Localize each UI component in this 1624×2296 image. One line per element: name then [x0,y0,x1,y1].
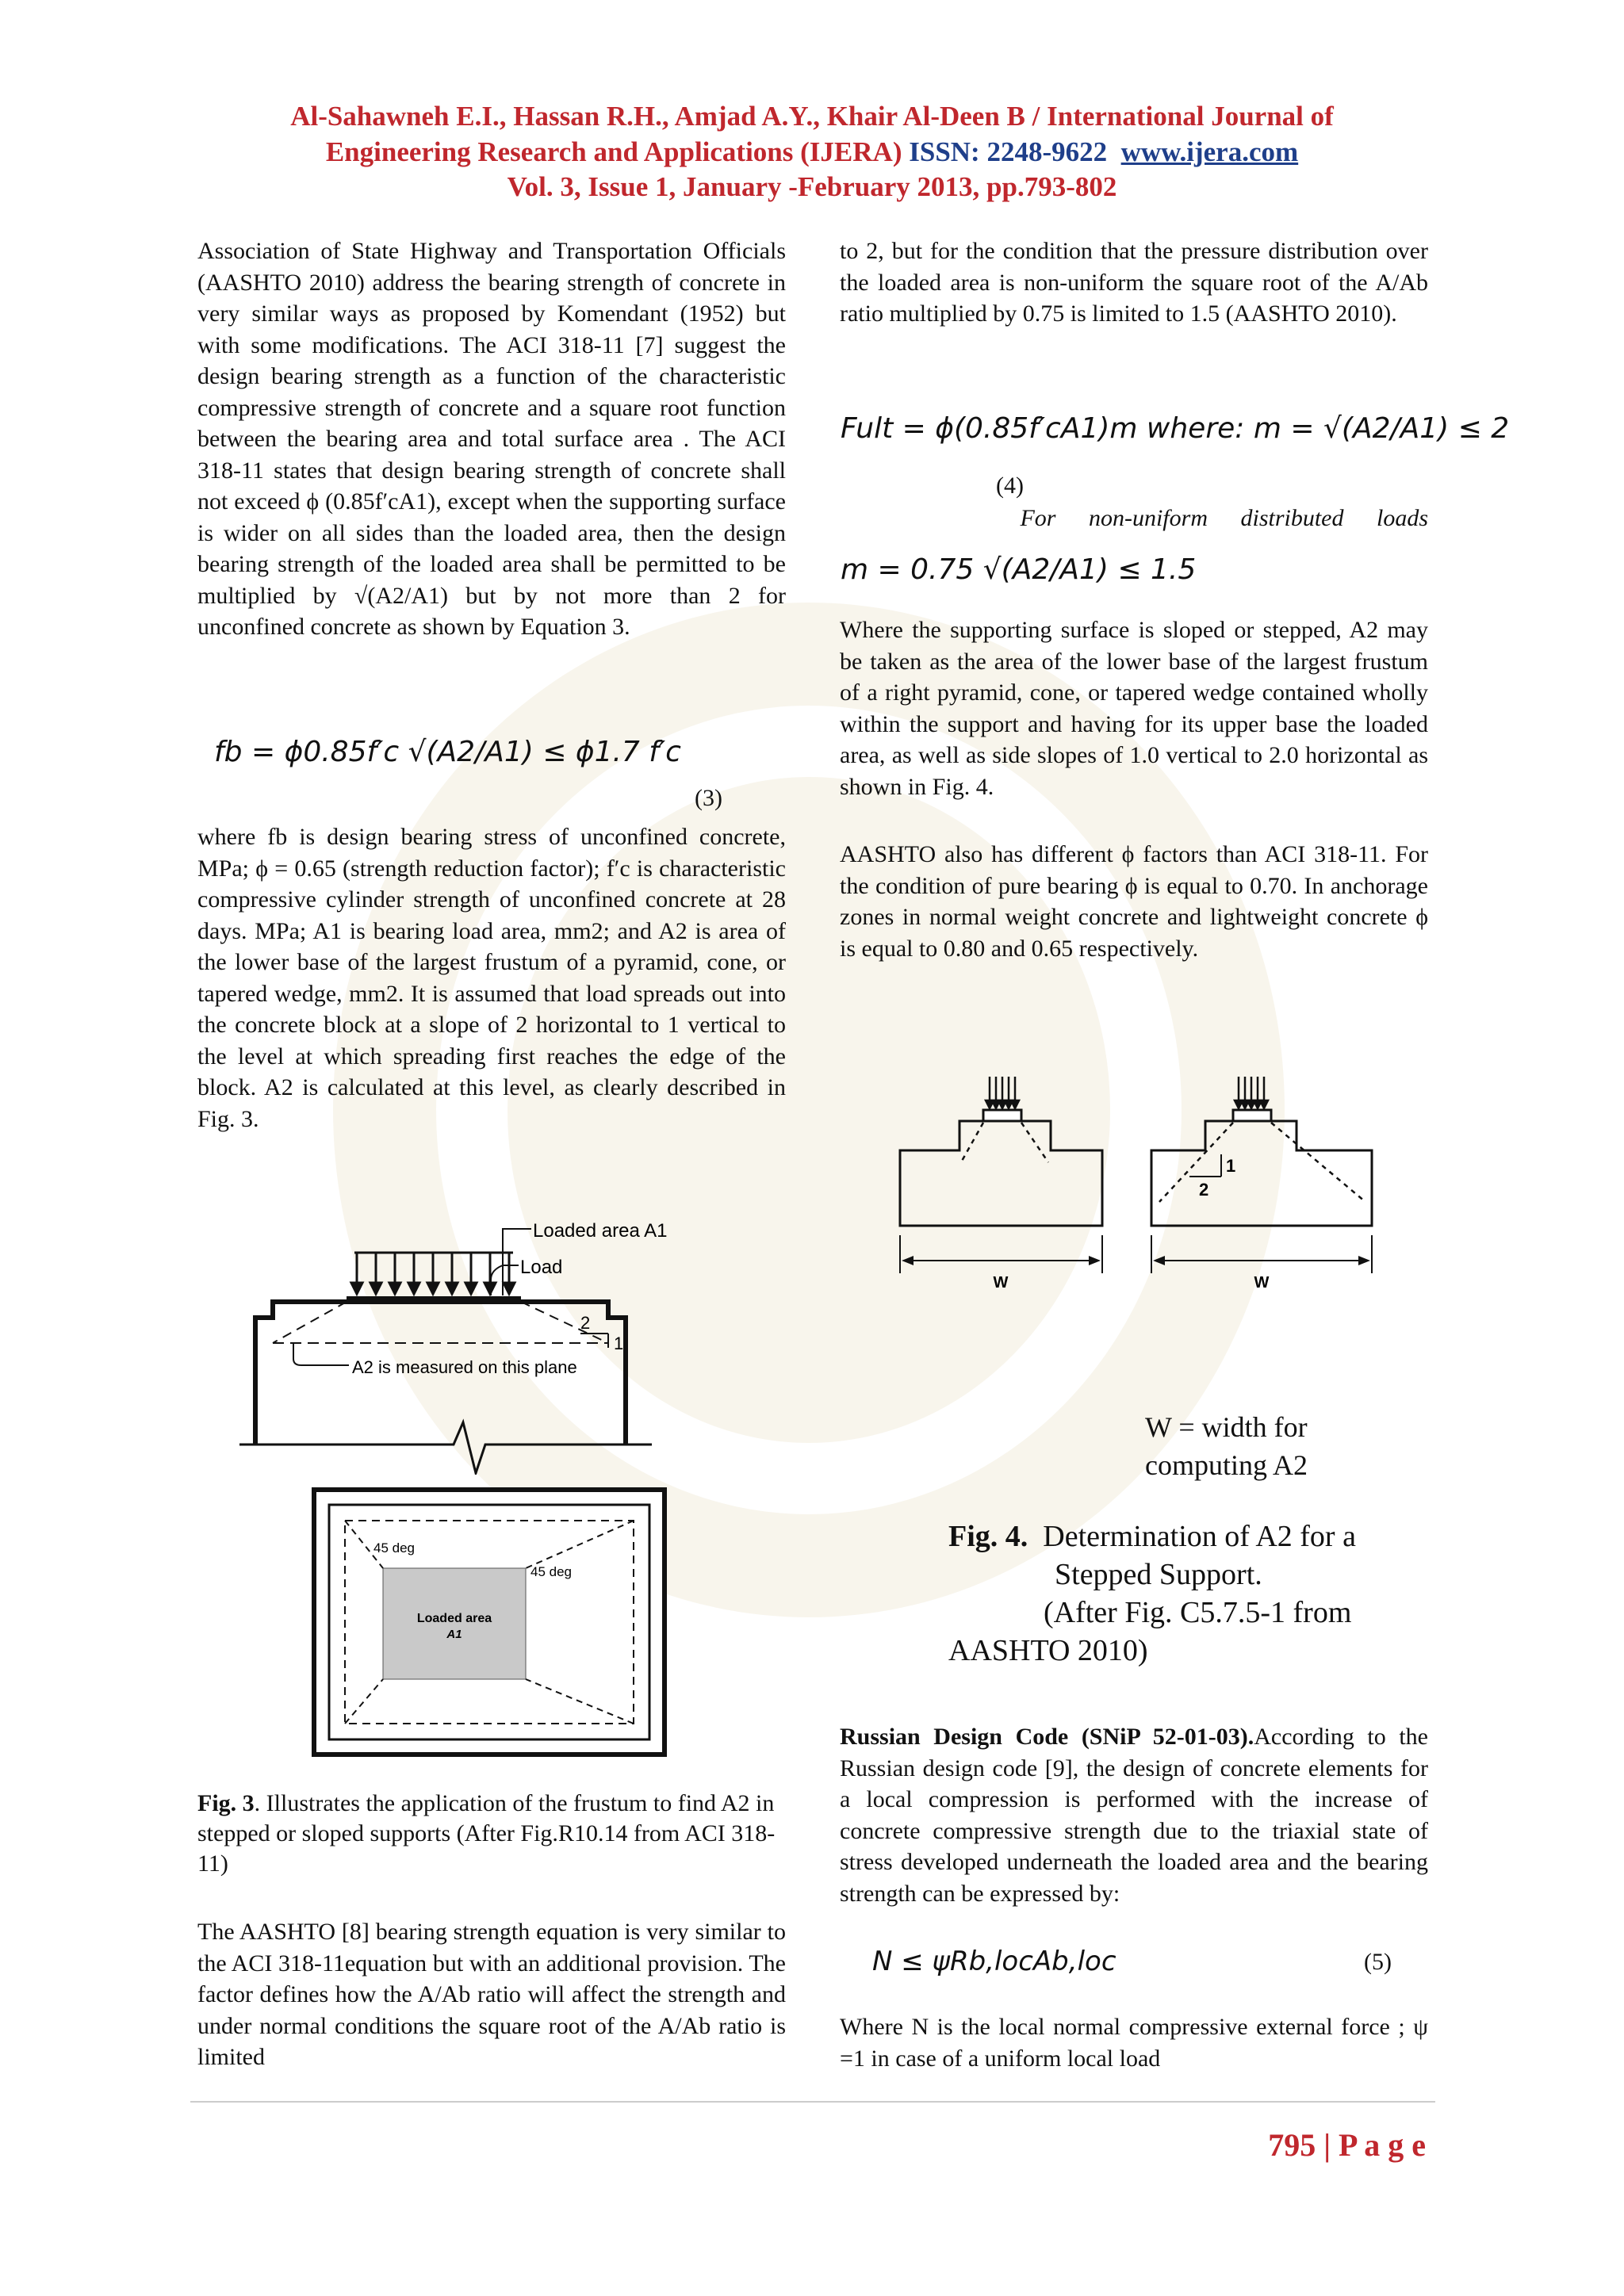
fig3a-loaded-area-label: Loaded area A1 [533,1220,668,1242]
nonuniform-loads-label: For non-uniform distributed loads [1020,505,1428,531]
equation-5-number: (5) [1364,1949,1392,1975]
fig4-w-right: W [1254,1274,1270,1292]
figure-4-stepped-support [872,1035,1419,1343]
fig3-caption-text: . Illustrates the application of the frustum to find A2 in stepped or sloped supports (After Fig.R10.14 from ACI 318-11) [197,1790,776,1877]
left-paragraph-1: Association of State Highway and Transportation Officials (AASHTO 2010) address the bearing strength of concrete in very similar ways as proposed by Komendant (1952) but with some modifications. The ACI 318-11 [7] suggest the design bearing strength as a function of the characteristic compressive strength of concrete and a square root function between the bearing area and total surface area . The ACI 318-11 states that design bearing strength of concrete shall not exceed ϕ (0.85f′cA1), except when the supporting surface is wider on all sides than the loaded area, then the design bearing strength of the loaded area shall be permitted to be multiplied by √(A2/A1) but by not more than 2 for unconfined concrete as shown by Equation 3. [197,238,786,640]
journal-url-link[interactable]: www.ijera.com [1120,136,1299,167]
right-paragraph-4: Where N is the local normal compressive external force ; ψ =1 in case of a uniform local load [840,2014,1428,2072]
page-number: 795 | P a g e [1268,2127,1426,2163]
fig4-w-left: W [993,1274,1009,1292]
journal-header-line2 [0,135,1624,170]
footer-divider [190,2101,1435,2103]
journal-header-line1: Al-Sahawneh E.I., Hassan R.H., Amjad A.Y., Khair Al-Deen B / International Journal of [290,101,1334,132]
fig3a-slope-h: 2 [580,1313,591,1333]
left-paragraph-3: The AASHTO [8] bearing strength equation is very similar to the ACI 318-11equation but with an additional provision. The factor defines how the A/Ab ratio will affect the strength and under normal conditions the square root of the A/Ab ratio is limited [197,1919,786,2070]
figure-4-note [1145,1408,1308,1484]
fig3b-a1: A1 [446,1628,462,1641]
fig4-note-line2: computing A2 [1145,1449,1308,1481]
russian-code-title: Russian Design Code (SNiP 52-01-03). [840,1724,1254,1750]
fig3b-angle-1: 45 deg [373,1540,415,1556]
fig4-caption-line1: Determination of A2 for a [1043,1520,1356,1553]
fig4-slope-h: 2 [1199,1180,1209,1200]
equation-3: fb = ϕ0.85f′c √(A2/A1) ≤ ϕ1.7 f′c [214,736,681,768]
equation-4-number: (4) [996,473,1024,499]
equation-3-number: (3) [695,785,722,811]
right-paragraph-3: AASHTO also has different ϕ factors than ACI 318-11. For the condition of pure bearing ϕ is equal to 0.70. In anchorage zones in normal weight concrete and lightweight concrete ϕ is equal to 0.80 and 0.65 respectively. [840,841,1428,962]
fig4-caption-line3: (After Fig. C5.7.5-1 from [1044,1596,1352,1629]
fig3a-slope-v: 1 [614,1334,624,1353]
figure-3-caption [197,1789,786,1879]
equation-5: N ≤ ψRb,locAb,loc [872,1946,1116,1977]
fig4-caption-line4: AASHTO 2010) [948,1634,1148,1667]
issn: ISSN: 2248-9622 [909,136,1108,167]
fig4-note-line1: W = width for [1145,1411,1308,1443]
fig3b-angle-2: 45 deg [530,1564,572,1579]
left-paragraph-2: where fb is design bearing stress of unconfined concrete, MPa; ϕ = 0.65 (strength reduction factor); f′c is characteristic compressive cylinder strength of unconfined concrete at 28 days. MPa; A1 is bearing load area, mm2; and A2 is area of the lower base of the largest frustum of a pyramid, cone, or tapered wedge, mm2. It is assumed that load spreads out into the concrete block at a slope of 2 horizontal to 1 vertical to the level at which spreading first reaches the edge of the block. A2 is calculated at this level, as clearly described in Fig. 3. [197,824,786,1132]
fig3a-load-label: Load [520,1257,563,1278]
fig4-label: Fig. 4. [948,1520,1028,1553]
fig4-slope-v: 1 [1226,1156,1236,1176]
fig3b-loaded-area: Loaded area [416,1612,492,1625]
figure-4-caption [948,1517,1424,1670]
fig4-caption-line2: Stepped Support. [1055,1558,1262,1591]
fig3a-plane-label: A2 is measured on this plane [352,1357,577,1377]
russian-code-text: According to the Russian design code [9], the design of concrete elements for a local compression is performed with the increase of concrete compressive strength due to the triaxial state of stress developed underneath the loaded area and the bearing strength can be expressed by: [840,1724,1428,1907]
journal-name: Engineering Research and Applications (IJERA) [325,136,902,167]
equation-4: Fult = ϕ(0.85f′cA1)m where: m = √(A2/A1) ≤ 2 [841,412,1510,445]
right-paragraph-2: Where the supporting surface is sloped or stepped, A2 may be taken as the area of the lower base of the largest frustum of a right pyramid, cone, or tapered wedge contained wholly within the support and having for its upper base the loaded area, as well as side slopes of 1.0 vertical to 2.0 horizontal as shown in Fig. 4. [840,617,1428,800]
figure-3a-bearing-section [208,1207,764,1475]
journal-header-line3: Vol. 3, Issue 1, January -February 2013, pp.793-802 [507,171,1117,202]
russian-code-paragraph [840,1721,1428,1909]
fig3-label: Fig. 3 [197,1790,255,1816]
equation-4b: m = 0.75 √(A2/A1) ≤ 1.5 [841,553,1197,586]
right-paragraph-1: to 2, but for the condition that the pressure distribution over the loaded area is non-uniform the square root of the A/Ab ratio multiplied by 0.75 is limited to 1.5 (AASHTO 2010). [840,238,1428,327]
figure-3b-plan-view [312,1487,667,1757]
